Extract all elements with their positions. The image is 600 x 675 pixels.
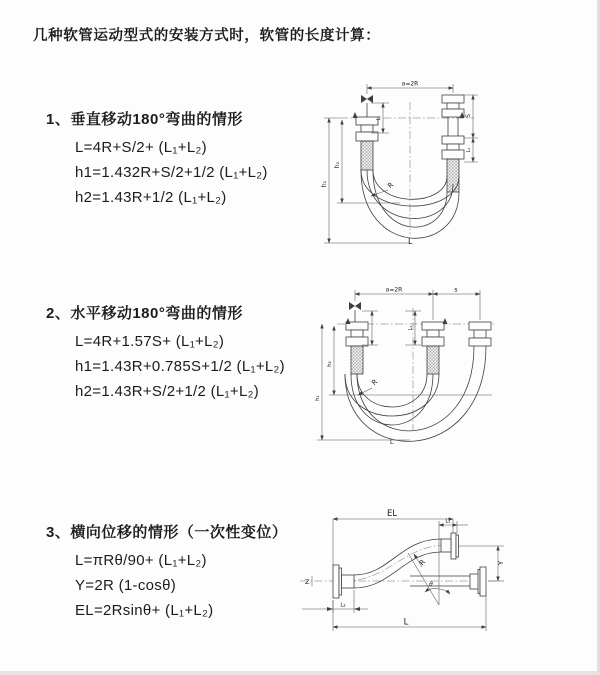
stroke-label: s [454,286,458,294]
fitting-length-label: L₁ [376,115,382,121]
section-2-formulas [75,329,285,404]
section-2-heading: 2、水平移动180°弯曲的情形 [46,305,243,322]
moving-end-fitting-original [422,322,444,374]
page-title: 几种软管运动型式的安装方式时，软管的长度计算： [33,28,381,44]
formula-length: L=4R+S/2+ (L₁+L₂) [75,139,207,156]
h1-label: h₁ [321,180,328,188]
datum-z-label: Z [305,578,310,586]
section-lateral-displacement [46,524,287,623]
length-label: L [403,617,409,628]
moving-end-fitting-displaced [469,322,491,346]
formula-length: L=4R+1.57S+ (L₁+L₂) [75,333,225,350]
fixed-end-fitting [346,322,368,374]
formula-h1: h1=1.43R+0.785S+1/2 (L₁+L₂) [75,358,285,375]
radius-label: R [386,180,396,191]
formula-h2: h2=1.43R+1/2 (L₁+L₂) [75,189,227,206]
braided-hose-section [351,346,363,374]
diagram-vertical-180-bend [312,72,594,257]
fitting-bottom-label: L₂ [340,602,346,609]
formula-h1: h1=1.432R+S/2+1/2 (L₁+L₂) [75,164,268,181]
radius-callout [358,378,379,395]
angle-label: θ [429,581,433,588]
formula-h2: h2=1.43R+S/2+1/2 (L₁+L₂) [75,383,260,400]
radius-label: R [370,377,380,388]
diagram-lateral-displacement [298,503,598,648]
formula-el: EL=2Rsinθ+ (L₁+L₂) [75,602,214,619]
section-3-heading: 3、横向位移的情形（一次性变位） [46,524,288,541]
dimension-span [355,287,480,321]
braided-hose-section [361,141,373,170]
dimension-el [333,509,453,568]
upper-flange [441,533,459,559]
angle-theta-callout [408,553,450,605]
valve-icon [361,95,373,117]
dimension-span [367,81,453,95]
braided-hose-section [427,346,439,374]
formula-y: Y=2R (1-cosθ) [75,577,177,594]
original-position-pipe [410,567,486,596]
span-label: a=2R [401,80,419,88]
formula-length: L=πRθ/90+ (L₁+L₂) [75,552,207,569]
dimension-stroke-s [464,95,478,162]
fitting-length-label: L₁ [408,325,414,331]
hose-s-curve [354,539,441,588]
el-label: EL [386,509,398,519]
y-offset-label: Y [497,560,505,566]
stroke-label: S [465,114,472,118]
section-3-formulas [75,548,287,623]
radius-label: R [417,558,428,568]
left-flange [333,565,354,598]
dimension-length [333,596,486,631]
valve-icon [349,302,361,322]
hose-u-bend-curves [345,346,486,441]
h1-label: h₁ [315,395,321,401]
fixed-end-fitting [356,117,378,170]
length-label: L [390,439,394,446]
section-vertical-movement [46,111,268,210]
fitting-length-label: L₁ [466,147,472,153]
h2-label: h₂ [334,161,341,169]
dimension-fitting-top [439,519,468,606]
moving-end-fitting [442,95,464,192]
section-1-heading: 1、垂直移动180°弯曲的情形 [46,111,243,128]
diagram-horizontal-180-bend [312,278,594,458]
span-label: a=2R [385,286,403,294]
h2-label: h₂ [327,361,333,367]
fitting-top-label: L₁ [445,518,451,525]
length-label: L [408,237,413,246]
section-1-formulas [75,135,268,210]
section-horizontal-movement [46,305,285,404]
